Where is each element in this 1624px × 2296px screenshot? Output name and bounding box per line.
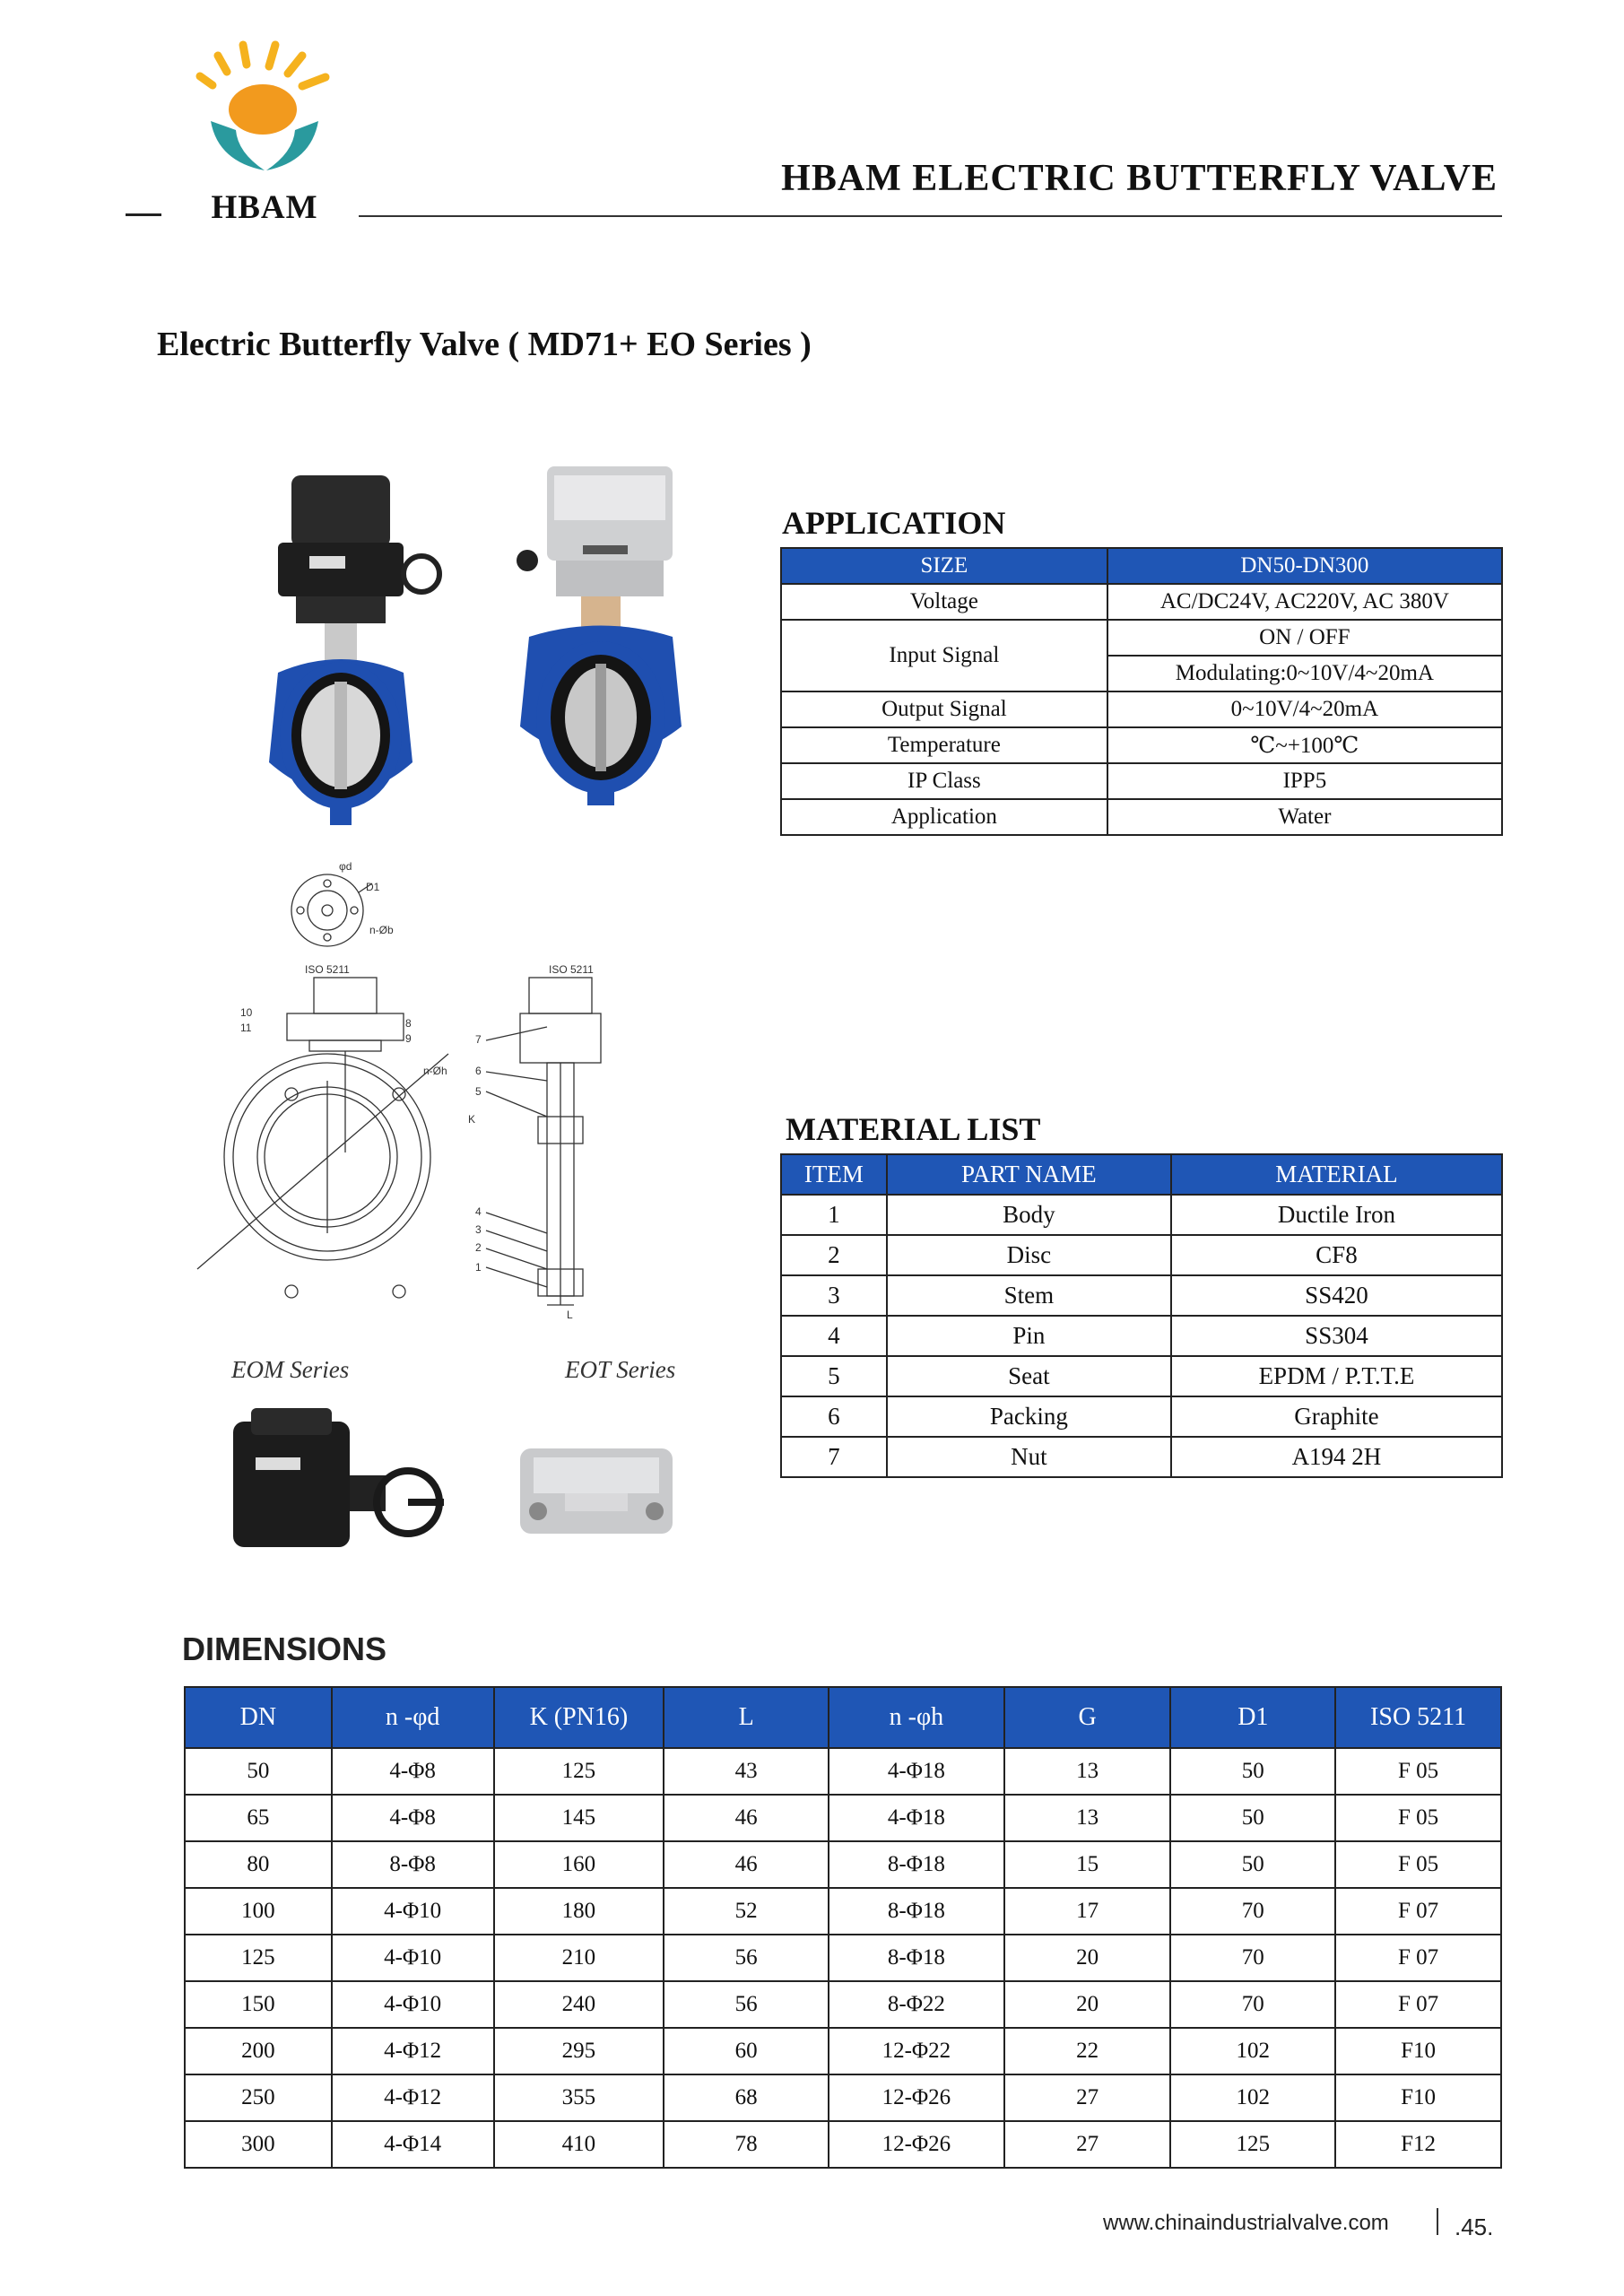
svg-text:7: 7 [475,1033,482,1046]
svg-text:8: 8 [405,1017,412,1030]
dimensions-row: 80 8-Φ8 160 46 8-Φ18 15 50 F 05 [185,1841,1501,1888]
dimensions-row: 150 4-Φ10 240 56 8-Φ22 20 70 F 07 [185,1981,1501,2028]
dimensions-row: 250 4-Φ12 355 68 12-Φ26 27 102 F10 [185,2074,1501,2121]
material-row: 5 Seat EPDM / P.T.T.E [781,1356,1502,1396]
svg-text:10: 10 [240,1006,253,1019]
label-phid: φd [339,860,352,873]
material-list-heading: MATERIAL LIST [786,1111,1041,1147]
application-heading: APPLICATION [782,505,1006,541]
label-nphib: n-Øb [369,924,394,936]
svg-text:5: 5 [475,1085,482,1098]
material-row: 1 Body Ductile Iron [781,1195,1502,1235]
dimensions-header-row: DN n -φd K (PN16) L n -φh G D1 ISO 5211 [185,1687,1501,1748]
svg-text:9: 9 [405,1032,412,1045]
label-iso-right: ISO 5211 [549,963,594,976]
dimensions-row: 200 4-Φ12 295 60 12-Φ22 22 102 F10 [185,2028,1501,2074]
product-title: Electric Butterfly Valve ( MD71+ EO Series ) [157,326,812,363]
dimensions-row: 125 4-Φ10 210 56 8-Φ18 20 70 F 07 [185,1935,1501,1981]
header-dash [126,213,161,216]
dimensions-row: 100 4-Φ10 180 52 8-Φ18 17 70 F 07 [185,1888,1501,1935]
label-k: K [468,1113,476,1126]
header-rule [359,215,1502,217]
application-row: Output Signal 0~10V/4~20mA [781,691,1502,727]
eot-actuator-photo [511,1431,682,1547]
application-row: Application Water [781,799,1502,835]
material-row: 6 Packing Graphite [781,1396,1502,1437]
dimensions-table [184,1686,1502,2169]
footer-divider [1437,2208,1438,2235]
hbam-logo [193,36,345,179]
eot-valve-photo [511,466,690,843]
eot-series-label: EOT Series [565,1356,676,1383]
eom-valve-photo [242,466,448,843]
dimensions-row: 65 4-Φ8 145 46 4-Φ18 13 50 F 05 [185,1795,1501,1841]
material-header-row: ITEM PART NAME MATERIAL [781,1154,1502,1195]
material-list-table [780,1153,1503,1478]
svg-text:1: 1 [475,1261,482,1274]
page-number: .45. [1455,2213,1494,2240]
application-row: Input Signal ON / OFF [781,620,1502,656]
dimensions-row: 300 4-Φ14 410 78 12-Φ26 27 125 F12 [185,2121,1501,2168]
svg-text:11: 11 [240,1022,252,1034]
material-row: 7 Nut A194 2H [781,1437,1502,1477]
svg-text:2: 2 [475,1241,482,1254]
brand-name: HBAM [211,189,318,226]
label-nphih: n-Øh [423,1065,447,1077]
svg-text:3: 3 [475,1223,482,1236]
footer-url[interactable]: www.chinaindustrialvalve.com [1103,2211,1389,2235]
application-table [780,547,1503,836]
application-header-size: SIZE [781,548,1107,584]
svg-text:6: 6 [475,1065,482,1077]
application-row: Modulating:0~10V/4~20mA [781,656,1502,691]
application-header-row [781,548,1502,584]
material-row: 4 Pin SS304 [781,1316,1502,1356]
eom-series-label: EOM Series [231,1356,350,1383]
application-row: IP Class IPP5 [781,763,1502,799]
dimensions-row: 50 4-Φ8 125 43 4-Φ18 13 50 F 05 [185,1748,1501,1795]
material-row: 2 Disc CF8 [781,1235,1502,1275]
application-row: Temperature ℃~+100℃ [781,727,1502,763]
dimensions-heading: DIMENSIONS [182,1631,387,1667]
eom-actuator-photo [224,1404,448,1561]
page-title: HBAM ELECTRIC BUTTERFLY VALVE [781,158,1498,199]
label-iso-left: ISO 5211 [305,963,350,976]
material-row: 3 Stem SS420 [781,1275,1502,1316]
label-d1: D1 [366,881,380,893]
technical-drawing [179,857,717,1345]
application-header-range: DN50-DN300 [1107,548,1502,584]
svg-text:4: 4 [475,1205,482,1218]
label-l: L [567,1309,573,1321]
application-row: Voltage AC/DC24V, AC220V, AC 380V [781,584,1502,620]
